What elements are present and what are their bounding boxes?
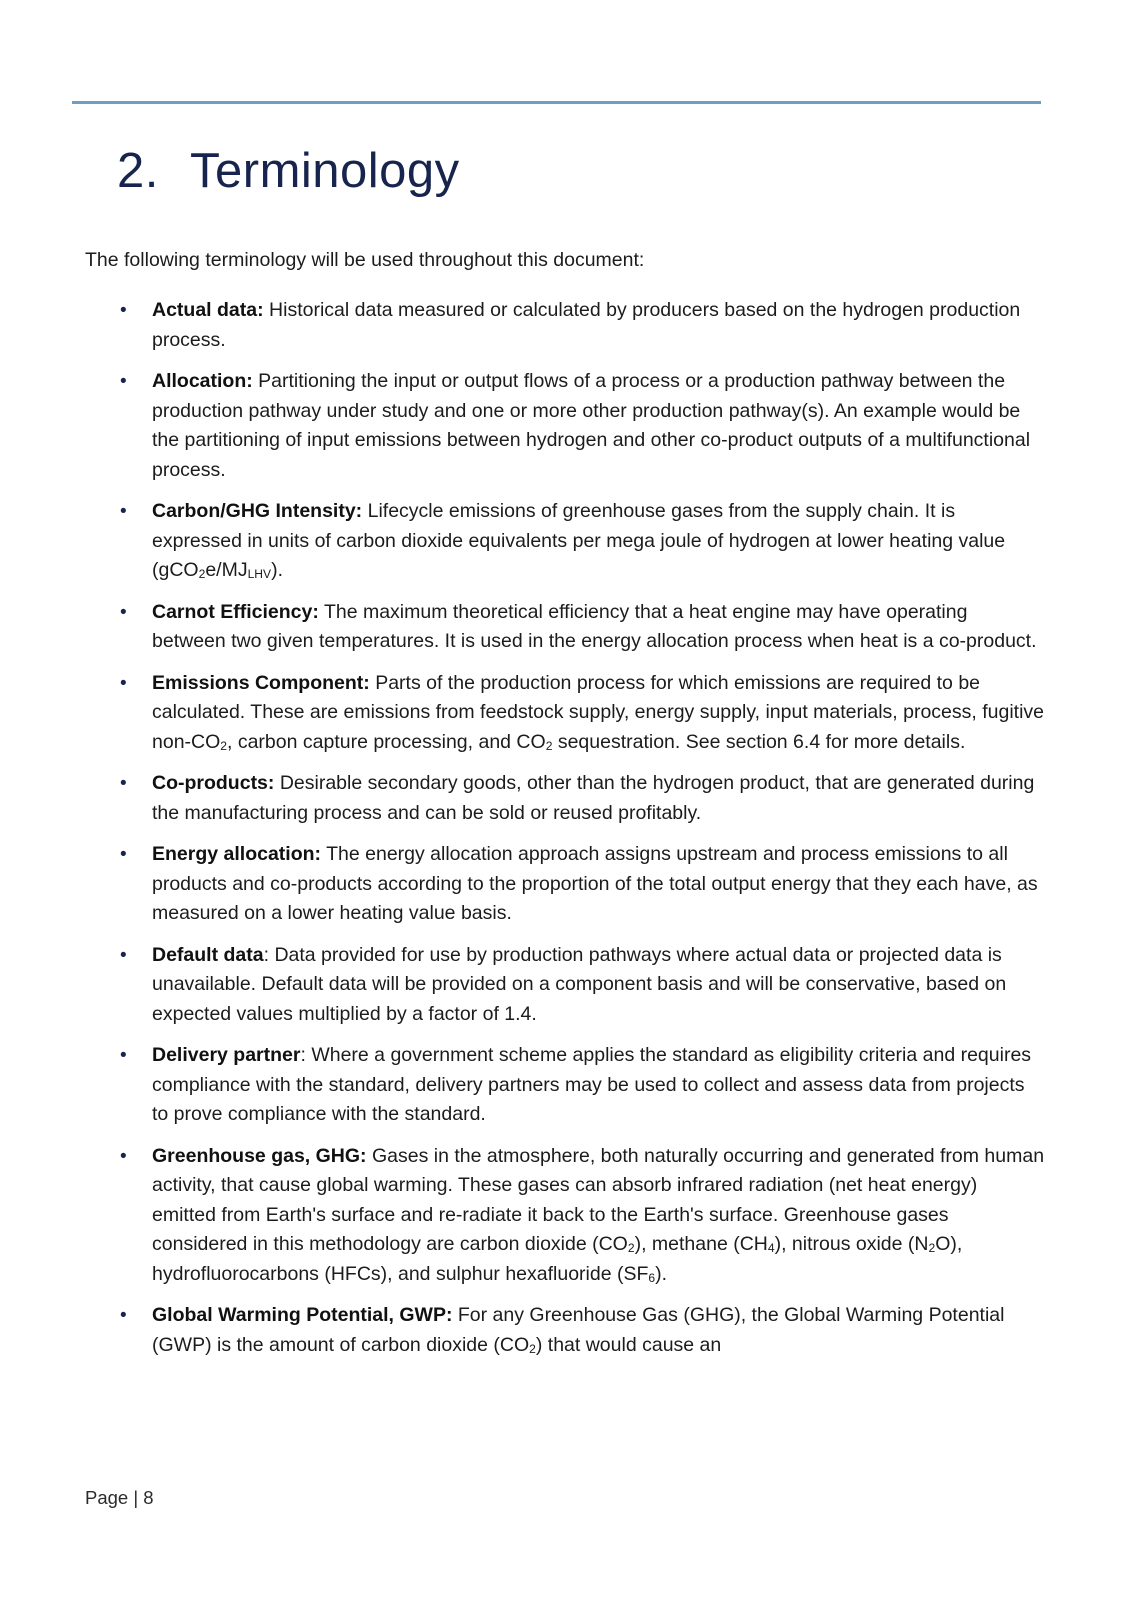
bullet-icon: • xyxy=(120,501,127,522)
term-item xyxy=(120,840,1045,929)
term-description-text: Lifecycle emissions of greenhouse gases from the supply chain. It is expressed in units of carbon dioxide equivalents per mega joule of hydrogen at lower heating value (gCO xyxy=(152,500,1006,581)
term-description-text: Desirable secondary goods, other than the hydrogen product, that are generated during the manufacturing process and can be sold or reused profitably. xyxy=(152,772,1035,824)
term-description-text: ), nitrous oxide (N xyxy=(774,1233,929,1255)
bullet-icon: • xyxy=(120,601,127,623)
subscript-text: 2 xyxy=(198,567,206,582)
term-item xyxy=(120,669,1045,758)
term-description-text: sequestration. See section 6.4 for more details. xyxy=(552,730,966,753)
bullet-icon: • xyxy=(120,371,127,392)
subscript-text: 2 xyxy=(545,738,553,753)
subscript-text: 2 xyxy=(627,1241,635,1256)
term-definition xyxy=(152,941,1045,1030)
term-description-text: ), methane (CH xyxy=(634,1233,768,1255)
term-definition xyxy=(152,367,1045,485)
term-name: Allocation: xyxy=(152,370,253,392)
term-name: Carbon/GHG Intensity: xyxy=(152,500,363,522)
term-description-text: Partitioning the input or output flows of a process or a production pathway between the production pathway under study and one or more other production pathway(s). An example would be the partitioning of input emissions between hydrogen and other co-product outputs of a multifunctional process. xyxy=(152,370,1031,481)
subscript-text: 2 xyxy=(529,1341,536,1356)
subscript-text: 2 xyxy=(220,738,227,753)
bullet-icon: • xyxy=(120,300,127,321)
term-item xyxy=(120,941,1045,1030)
term-name: Emissions Component: xyxy=(152,671,370,694)
term-description-text: ). xyxy=(655,1262,668,1285)
term-description-text: The energy allocation approach assigns upstream and process emissions to all products and co-products according to the proportion of the total output energy that they each have, as measured on a lower heating value basis. xyxy=(152,843,1038,924)
term-item xyxy=(120,598,1045,657)
term-name: Actual data: xyxy=(152,299,264,321)
section-title-text: Terminology xyxy=(190,144,460,198)
section-number: 2. xyxy=(117,144,159,198)
term-item xyxy=(120,1142,1045,1290)
term-definition xyxy=(152,598,1045,657)
term-name: Global Warming Potential, GWP: xyxy=(152,1304,453,1326)
bullet-icon: • xyxy=(120,672,127,694)
term-definition xyxy=(152,497,1045,586)
term-description-text: O), hydrofluorocarbons (HFCs), and sulphur hexafluoride (SF xyxy=(152,1233,963,1285)
term-definition xyxy=(152,1041,1045,1130)
header-rule xyxy=(72,101,1041,104)
bullet-icon: • xyxy=(120,1145,127,1167)
term-name: Co-products: xyxy=(152,772,275,794)
term-description-text: ). xyxy=(271,559,283,581)
bullet-icon: • xyxy=(120,944,127,966)
term-definition xyxy=(152,840,1045,929)
term-description-text: Gases in the atmosphere, both naturally occurring and generated from human activity, that cause global warming. These gases can absorb infrared radiation (net heat energy) emitted from Earth's surface and re-radiate it back to the Earth's surface. Greenhouse gases considered in this methodology are carbon dioxide (CO xyxy=(152,1144,1045,1255)
term-name: Delivery partner xyxy=(152,1044,301,1066)
bullet-icon: • xyxy=(120,844,127,865)
page-footer: Page | 8 xyxy=(85,1487,154,1508)
subscript-text: LHV xyxy=(247,567,272,582)
term-name: Carnot Efficiency: xyxy=(152,600,319,623)
term-description-text: e/MJ xyxy=(205,559,248,581)
term-definition xyxy=(152,296,1045,355)
term-description-text: : Where a government scheme applies the standard as eligibility criteria and requires compliance with the standard, delivery partners may be used to collect and assess data from projects to prove compliance with the standard. xyxy=(152,1044,1032,1125)
term-item xyxy=(120,296,1045,355)
term-item xyxy=(120,1301,1045,1360)
bullet-icon: • xyxy=(120,1045,127,1066)
bullet-icon: • xyxy=(120,773,127,794)
term-name: Default data xyxy=(152,943,264,966)
bullet-icon: • xyxy=(120,1305,127,1326)
subscript-text: 6 xyxy=(648,1270,656,1285)
term-definition xyxy=(152,1301,1045,1360)
subscript-text: 2 xyxy=(928,1241,936,1256)
term-item xyxy=(120,769,1045,828)
term-item xyxy=(120,1041,1045,1130)
term-description-text: The maximum theoretical efficiency that a heat engine may have operating between two given temperatures. It is used in the energy allocation process when heat is a co-product. xyxy=(152,600,1037,652)
term-item xyxy=(120,367,1045,485)
term-description-text: Parts of the production process for which emissions are required to be calculated. These are emissions from feedstock supply, energy supply, input materials, process, fugitive non-CO xyxy=(152,671,1045,753)
term-name: Energy allocation: xyxy=(152,843,322,865)
term-description-text: Historical data measured or calculated by producers based on the hydrogen production process. xyxy=(152,299,1021,351)
page-title xyxy=(117,143,460,199)
term-description-text: , carbon capture processing, and CO xyxy=(227,730,546,753)
term-description-text: For any Greenhouse Gas (GHG), the Global Warming Potential (GWP) is the amount of carbon dioxide (CO xyxy=(152,1304,1005,1356)
subscript-text: 4 xyxy=(767,1241,775,1256)
intro-paragraph: The following terminology will be used throughout this document: xyxy=(85,249,645,271)
term-definition xyxy=(152,769,1045,828)
term-item xyxy=(120,497,1045,586)
term-definition xyxy=(152,1142,1045,1290)
terminology-list xyxy=(85,296,1045,1372)
term-definition xyxy=(152,669,1045,758)
term-description-text: ) that would cause an xyxy=(535,1333,722,1356)
term-name: Greenhouse gas, GHG: xyxy=(152,1144,367,1167)
term-description-text: : Data provided for use by production pathways where actual data or projected data is unavailable. Default data will be provided on a component basis and will be conservative, based on expected values multiplied by a factor of 1.4. xyxy=(152,943,1007,1025)
